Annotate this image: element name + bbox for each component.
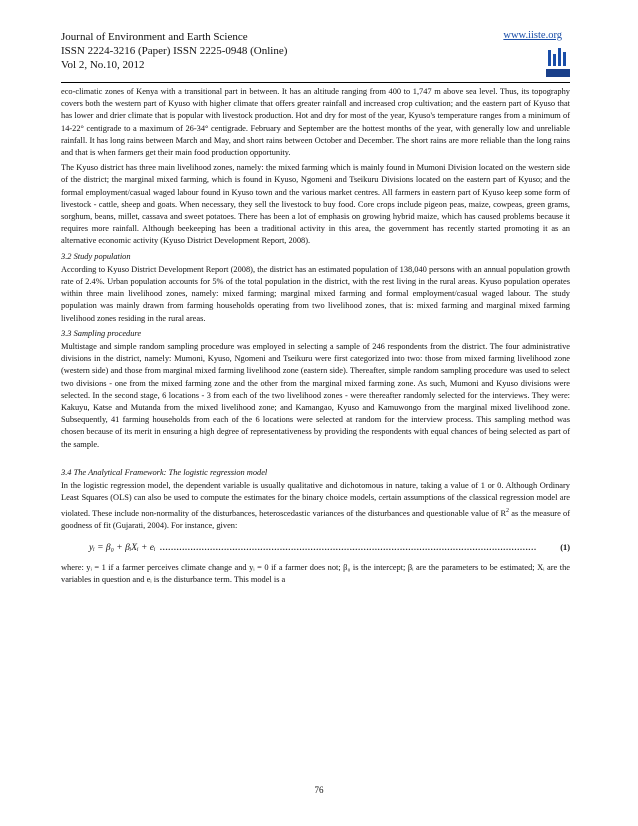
page-number: 76 bbox=[314, 785, 324, 795]
paragraph bbox=[61, 480, 570, 532]
section-heading-3-4: 3.4 The Analytical Framework: The logistic regression model bbox=[61, 467, 268, 477]
paragraph-text: as the measure of goodness of fit (Gujarati, 2004). For instance, given: bbox=[61, 508, 570, 530]
equation-number: (1) bbox=[560, 542, 570, 552]
section-heading-3-2: 3.2 Study population bbox=[61, 251, 131, 261]
paragraph: Multistage and simple random sampling procedure was employed in selecting a sample of 246 respondents from the district. The four administrative divisions in the district, namely: Mumoni, Kyuso, Ngomeni and Tseikuru were first categorized into two: those from mixed farming livelihood zone (western side) and those from marginal mixed farming livelihood zone (eastern side). Thereafter, simple random sampling procedure was used to select two divisions - one from the mixed farming zone and the other from the marginal mixed farming zone. As such, Mumoni and Kyuso divisions were selected. In the second stage, 6 locations - 3 from each of the two livelihood zones - were thereafter randomly selected for the interviews. They were: Kakuyu, Katse and Mutanda from the mixed livelihood zone; and Kamangao, Kyuso and Kamuwongo from the marginal mixed livelihood zone. Subsequently, 41 farming households from each of the 6 locations were selected at random for the interview process. This sampling method was chosen because of its merit in ensuring a high degree of representativeness by providing the respondents with equal chances of being selected as part of the sample. bbox=[61, 342, 570, 449]
issn-line: ISSN 2224-3216 (Paper) ISSN 2225-0948 (Online) bbox=[61, 45, 288, 57]
journal-url-link[interactable]: www.iiste.org bbox=[503, 30, 562, 41]
paragraph: According to Kyuso District Development Report (2008), the district has an estimated population of 138,040 persons with an annual population growth rate of 2.4%. Urban population accounts for 5% of the total population in the district, with the rest living in the rural areas. Kyuso population operates within three main livelihood zones, namely: mixed farming; marginal mixed farming and formal employment/casual waged labour. The study population was mainly drawn from farming households operating from two livelihood zones, that is: mixed farming and marginal mixed farming livelihood zones residing in the rural areas. bbox=[61, 264, 570, 323]
paragraph: eco-climatic zones of Kenya with a transitional part in between. It has an altitude ranging from 400 to 1,747 m above sea level. Thus, its topography covers both the western part of Kyuso with higher climate that offers greater rainfall and increased crop cultivation; and the eastern part of Kyuso that has lower and drier climate that is popular with livestock production. Hot and dry for most of the year, Kyuso's temperature ranges from a minimum of 14-22° centigrade to a maximum of 26-34° centigrade. February and September are the hottest months of the year, with generally low and unreliable rainfall. It has long rains between March and May, and short rains between October and December. The short rains are more reliable than the long rains and that is when farmers get their main food production opportunity. bbox=[61, 87, 570, 158]
page-header bbox=[61, 30, 570, 82]
body-text bbox=[61, 86, 570, 586]
paragraph: where: yᵢ = 1 if a farmer perceives climate change and yᵢ = 0 if a farmer does not; β₀ is the intercept; βᵢ are the parameters to be estimated; Xᵢ are the variables in question and eᵢ is the disturbance term. This model is a bbox=[61, 562, 570, 585]
paragraph: The Kyuso district has three main livelihood zones, namely: the mixed farming which is mainly found in Mumoni Division located on the western side of the district; the marginal mixed farming, which is found in Kyuso, Ngomeni and Tseikuru Divisions located on the eastern part of Kyuso; and the formal employment/casual waged labour found in Kyuso town and the various market centres. All farmers in eastern part of Kyuso keep some form of livestock - cattle, sheep and goats. When necessary, they sell the livestock to buy food. Core crops include pigeon peas, maize, cowpeas, green grams, sorghum, beans, millet, cassava and sweet potatoes. There has been a lot of emphasis on growing hybrid maize, which has caused problems because it requires more rainfall. Although beekeeping has been a traditional activity in this area, the government has recently started promoting it as an alternative economic activity (Kyuso District Development Report, 2008). bbox=[61, 163, 570, 246]
journal-title: Journal of Environment and Earth Science bbox=[61, 31, 248, 43]
iiste-logo-icon bbox=[546, 48, 570, 78]
equation-1 bbox=[61, 542, 570, 554]
header-divider bbox=[61, 82, 570, 83]
paragraph-text: In the logistic regression model, the dependent variable is usually qualitative and dichotomous in nature, taking a value of 1 or 0. Although Ordinary Least Squares (OLS) can also be used to compute the estimates for the binary choice models, certain assumptions of the classical regression model are violated. These include non-normality of the disturbances, heteroscedastic variances of the disturbances and questionable value of R bbox=[61, 481, 570, 518]
superscript: 2 bbox=[506, 507, 510, 514]
section-heading-3-3: 3.3 Sampling procedure bbox=[61, 328, 142, 338]
equation-formula: yᵢ = β₀ + βᵢXᵢ + eᵢ bbox=[89, 542, 156, 553]
page bbox=[61, 30, 570, 589]
volume-line: Vol 2, No.10, 2012 bbox=[61, 59, 145, 71]
equation-leader-dots: ……………………………………………………………………………………………………………………… bbox=[159, 542, 537, 552]
